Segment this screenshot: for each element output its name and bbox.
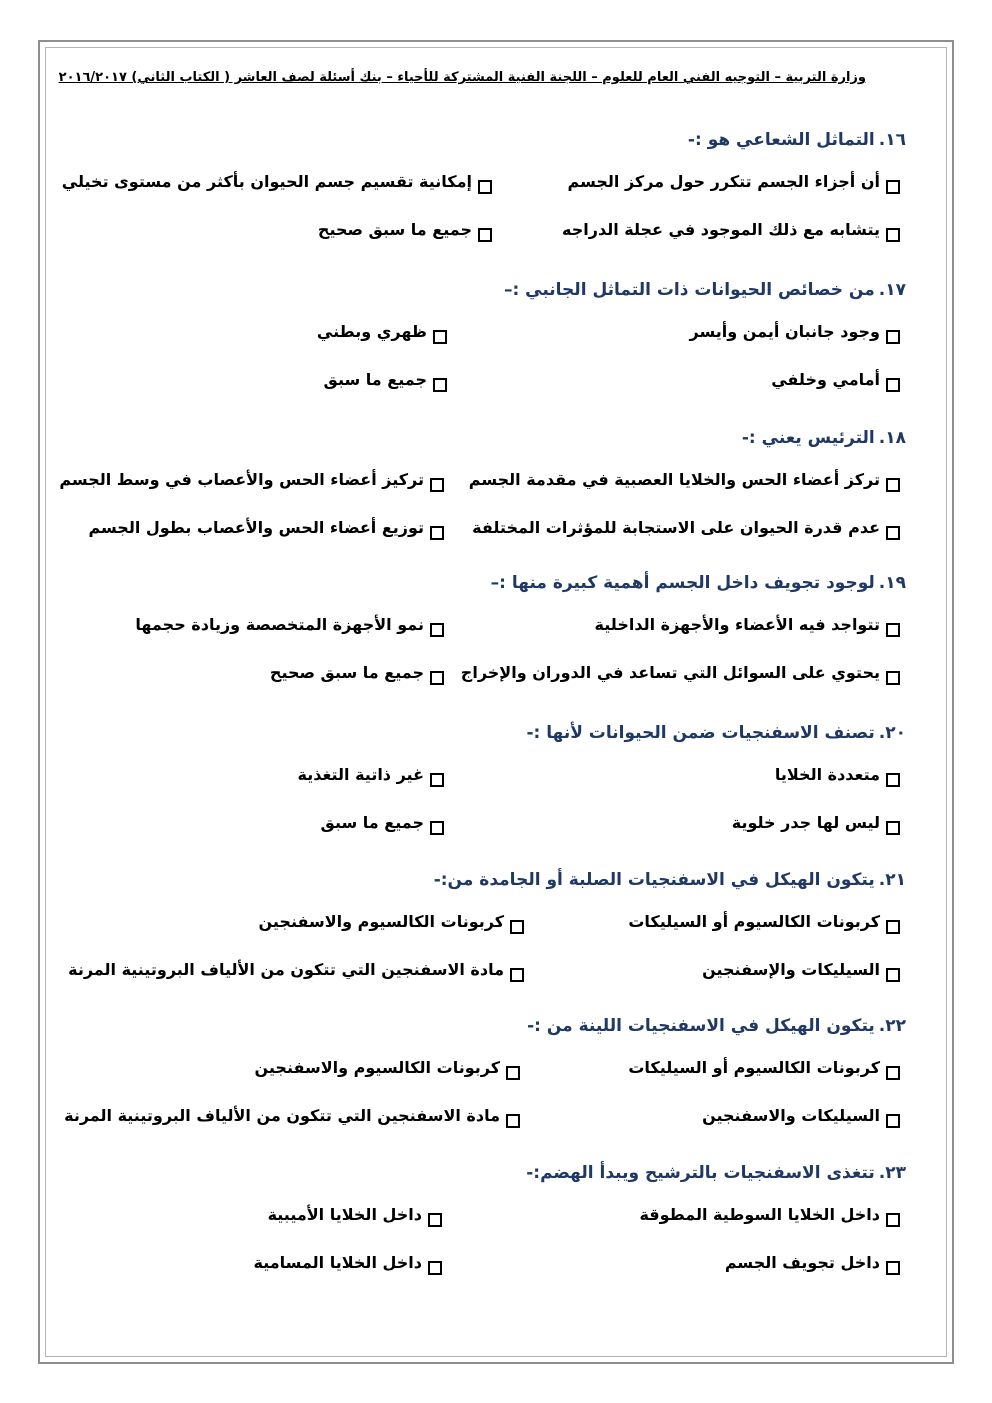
option-16-1[interactable] <box>568 172 900 191</box>
option-22-3[interactable] <box>702 1106 900 1125</box>
option-17-3[interactable] <box>771 370 900 389</box>
option-label: كربونات الكالسيوم أو السيليكات <box>628 912 880 931</box>
checkbox-icon[interactable] <box>886 478 900 492</box>
option-label: جميع ما سبق صحيح <box>317 220 472 239</box>
checkbox-icon[interactable] <box>886 330 900 344</box>
option-label: جميع ما سبق <box>320 813 424 832</box>
checkbox-icon[interactable] <box>428 1261 442 1275</box>
question-number: ٢٠. <box>878 723 906 743</box>
option-16-4[interactable] <box>318 220 492 239</box>
question-21 <box>434 870 906 890</box>
question-16 <box>688 130 906 150</box>
checkbox-icon[interactable] <box>886 180 900 194</box>
checkbox-icon[interactable] <box>886 228 900 242</box>
checkbox-icon[interactable] <box>510 968 524 982</box>
option-22-2[interactable] <box>255 1058 521 1077</box>
option-23-3[interactable] <box>725 1253 900 1272</box>
checkbox-icon[interactable] <box>428 1213 442 1227</box>
checkbox-icon[interactable] <box>886 773 900 787</box>
option-label: السيليكات والاسفنجين <box>702 1106 880 1125</box>
question-number: ١٩. <box>878 573 906 593</box>
checkbox-icon[interactable] <box>478 228 492 242</box>
checkbox-icon[interactable] <box>478 180 492 194</box>
question-text: يتكون الهيكل في الاسفنجيات الصلبة أو الجامدة من:- <box>433 870 875 890</box>
option-label: أن أجزاء الجسم تتكرر حول مركز الجسم <box>567 172 880 191</box>
question-text: لوجود تجويف داخل الجسم أهمية كبيرة منها :– <box>490 573 875 593</box>
option-label: جميع ما سبق صحيح <box>269 663 424 682</box>
question-number: ١٨. <box>878 428 906 448</box>
option-label: يتشابه مع ذلك الموجود في عجلة الدراجه <box>562 220 880 239</box>
question-text: يتكون الهيكل في الاسفنجيات اللينة من :- <box>527 1016 875 1036</box>
option-label: مادة الاسفنجين التي تتكون من الألياف البروتينية المرنة <box>68 960 504 979</box>
option-23-2[interactable] <box>268 1205 442 1224</box>
option-label: تركيز أعضاء الحس والأعصاب في وسط الجسم <box>59 470 424 489</box>
option-label: يحتوي على السوائل التي تساعد في الدوران والإخراج <box>460 663 880 682</box>
checkbox-icon[interactable] <box>886 526 900 540</box>
question-number: ١٦. <box>878 130 906 150</box>
option-19-2[interactable] <box>135 615 444 634</box>
checkbox-icon[interactable] <box>433 378 447 392</box>
checkbox-icon[interactable] <box>886 1114 900 1128</box>
question-19 <box>491 573 906 593</box>
checkbox-icon[interactable] <box>886 671 900 685</box>
option-23-1[interactable] <box>639 1205 900 1224</box>
option-19-3[interactable] <box>461 663 900 682</box>
question-23 <box>526 1163 906 1183</box>
question-text: التماثل الشعاعي هو :- <box>687 130 875 150</box>
option-17-1[interactable] <box>690 322 900 341</box>
option-label: داخل تجويف الجسم <box>724 1253 880 1272</box>
checkbox-icon[interactable] <box>430 526 444 540</box>
option-21-4[interactable] <box>68 960 524 979</box>
option-17-4[interactable] <box>324 370 447 389</box>
question-text: من خصائص الحيوانات ذات التماثل الجانبي :– <box>503 280 875 300</box>
question-text: تتغذى الاسفنجيات بالترشيح ويبدأ الهضم:- <box>526 1163 875 1183</box>
option-label: غير ذاتية التغذية <box>297 765 424 784</box>
option-18-3[interactable] <box>472 518 900 537</box>
option-19-1[interactable] <box>595 615 900 634</box>
checkbox-icon[interactable] <box>510 920 524 934</box>
option-label: داخل الخلايا الأميبية <box>267 1205 422 1224</box>
checkbox-icon[interactable] <box>430 671 444 685</box>
option-label: إمكانية تقسيم جسم الحيوان بأكثر من مستوى تخيلي <box>61 172 472 191</box>
option-21-1[interactable] <box>628 912 900 931</box>
checkbox-icon[interactable] <box>506 1114 520 1128</box>
checkbox-icon[interactable] <box>886 1213 900 1227</box>
checkbox-icon[interactable] <box>886 378 900 392</box>
option-label: وجود جانبان أيمن وأيسر <box>689 322 880 341</box>
option-20-1[interactable] <box>775 765 900 784</box>
option-label: متعددة الخلايا <box>774 765 880 784</box>
checkbox-icon[interactable] <box>506 1066 520 1080</box>
option-label: ليس لها جدر خلوية <box>731 813 880 832</box>
option-19-4[interactable] <box>270 663 444 682</box>
question-text: تصنف الاسفنجيات ضمن الحيوانات لأنها :- <box>526 723 875 743</box>
checkbox-icon[interactable] <box>886 1261 900 1275</box>
option-16-3[interactable] <box>562 220 900 239</box>
checkbox-icon[interactable] <box>430 623 444 637</box>
option-21-2[interactable] <box>259 912 525 931</box>
question-number: ٢٣. <box>878 1163 906 1183</box>
option-18-1[interactable] <box>469 470 900 489</box>
question-text: الترئيس يعني :- <box>741 428 875 448</box>
checkbox-icon[interactable] <box>430 478 444 492</box>
option-18-4[interactable] <box>88 518 444 537</box>
option-label: توزيع أعضاء الحس والأعصاب بطول الجسم <box>88 518 424 537</box>
option-label: كربونات الكالسيوم أو السيليكات <box>628 1058 880 1077</box>
option-label: نمو الأجهزة المتخصصة وزيادة حجمها <box>135 615 424 634</box>
option-21-3[interactable] <box>702 960 900 979</box>
option-22-1[interactable] <box>628 1058 900 1077</box>
page-header: وزارة التربية – التوجيه الفني العام للعلوم – اللجنة الفنية المشتركة للأحياء – بنك أسئلة لصف العاشر ( الكتاب الثاني) ٢٠١٦/٢٠١٧ <box>58 70 866 85</box>
option-label: ظهري وبطني <box>316 322 427 341</box>
question-20 <box>526 723 906 743</box>
page-border-inner <box>45 47 947 1357</box>
option-label: عدم قدرة الحيوان على الاستجابة للمؤثرات المختلفة <box>472 518 880 537</box>
question-number: ١٧. <box>878 280 906 300</box>
checkbox-icon[interactable] <box>886 968 900 982</box>
option-label: جميع ما سبق <box>323 370 427 389</box>
checkbox-icon[interactable] <box>886 920 900 934</box>
question-number: ٢١. <box>878 870 906 890</box>
option-22-4[interactable] <box>64 1106 520 1125</box>
option-label: تركز أعضاء الحس والخلايا العصبية في مقدمة الجسم <box>468 470 880 489</box>
question-number: ٢٢. <box>878 1016 906 1036</box>
option-18-2[interactable] <box>59 470 444 489</box>
question-18 <box>742 428 906 448</box>
checkbox-icon[interactable] <box>433 330 447 344</box>
checkbox-icon[interactable] <box>886 623 900 637</box>
question-17 <box>504 280 906 300</box>
option-label: كربونات الكالسيوم والاسفنجين <box>254 1058 500 1077</box>
option-16-2[interactable] <box>62 172 492 191</box>
checkbox-icon[interactable] <box>886 821 900 835</box>
option-20-4[interactable] <box>321 813 444 832</box>
option-label: تتواجد فيه الأعضاء والأجهزة الداخلية <box>594 615 880 634</box>
checkbox-icon[interactable] <box>430 821 444 835</box>
option-23-4[interactable] <box>254 1253 442 1272</box>
option-label: كربونات الكالسيوم والاسفنجين <box>258 912 504 931</box>
option-label: داخل الخلايا المسامية <box>253 1253 422 1272</box>
option-17-2[interactable] <box>317 322 447 341</box>
checkbox-icon[interactable] <box>430 773 444 787</box>
option-20-3[interactable] <box>732 813 900 832</box>
option-label: داخل الخلايا السوطية المطوقة <box>639 1205 880 1224</box>
question-22 <box>527 1016 906 1036</box>
option-20-2[interactable] <box>298 765 445 784</box>
option-label: السيليكات والإسفنجين <box>702 960 880 979</box>
option-label: أمامي وخلفي <box>771 370 880 389</box>
option-label: مادة الاسفنجين التي تتكون من الألياف البروتينية المرنة <box>64 1106 500 1125</box>
checkbox-icon[interactable] <box>886 1066 900 1080</box>
